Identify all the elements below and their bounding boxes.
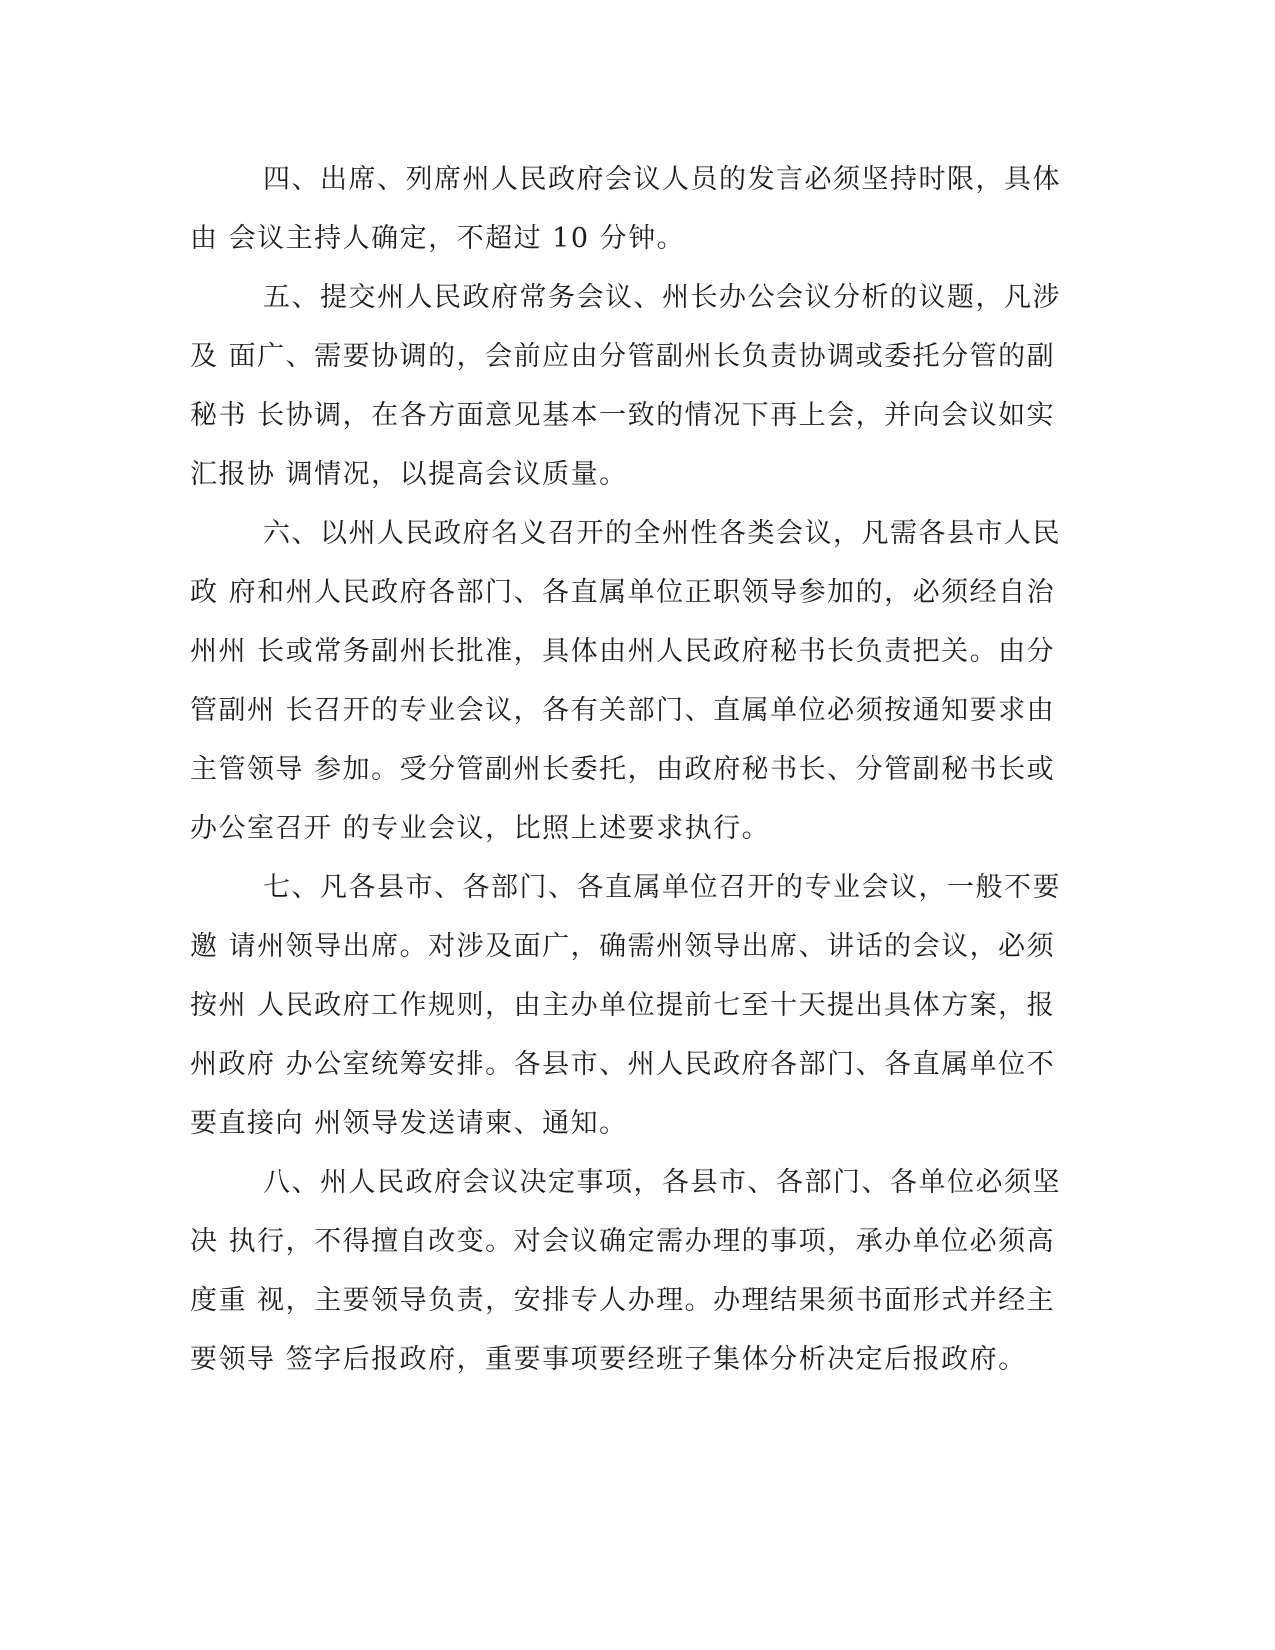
paragraph-line: 秘书 长协调，在各方面意见基本一致的情况下再上会，并向会议如实 bbox=[190, 400, 1056, 431]
paragraph-line: 汇报协 调情况，以提高会议质量。 bbox=[190, 459, 628, 490]
paragraph-line: 七、凡各县市、各部门、各直属单位召开的专业会议，一般不要 bbox=[263, 872, 1061, 903]
paragraph-line: 四、出席、列席州人民政府会议人员的发言必须坚持时限，具体 bbox=[263, 164, 1061, 195]
paragraph-line: 六、以州人民政府名义召开的全州性各类会议，凡需各县市人民 bbox=[263, 518, 1061, 549]
paragraph-line: 八、州人民政府会议决定事项，各县市、各部门、各单位必须坚 bbox=[263, 1167, 1061, 1198]
paragraph-line: 主管领导 参加。受分管副州长委托，由政府秘书长、分管副秘书长或 bbox=[190, 754, 1056, 785]
paragraph-line: 由 会议主持人确定，不超过 10 分钟。 bbox=[190, 223, 686, 254]
paragraph-line: 政 府和州人民政府各部门、各直属单位正职领导参加的，必须经自治 bbox=[190, 577, 1056, 608]
paragraph-line: 州州 长或常务副州长批准，具体由州人民政府秘书长负责把关。由分 bbox=[190, 636, 1056, 667]
paragraph-line: 决 执行，不得擅自改变。对会议确定需办理的事项，承办单位必须高 bbox=[190, 1226, 1056, 1257]
paragraph-line: 要领导 签字后报政府，重要事项要经班子集体分析决定后报政府。 bbox=[190, 1344, 1027, 1375]
paragraph-line: 五、提交州人民政府常务会议、州长办公会议分析的议题，凡涉 bbox=[263, 282, 1061, 313]
paragraph-line: 要直接向 州领导发送请柬、通知。 bbox=[190, 1108, 628, 1139]
paragraph-line: 及 面广、需要协调的，会前应由分管副州长负责协调或委托分管的副 bbox=[190, 341, 1056, 372]
paragraph-line: 管副州 长召开的专业会议，各有关部门、直属单位必须按通知要求由 bbox=[190, 695, 1056, 726]
paragraph-line: 邀 请州领导出席。对涉及面广，确需州领导出席、讲话的会议，必须 bbox=[190, 931, 1056, 962]
paragraph-line: 州政府 办公室统筹安排。各县市、州人民政府各部门、各直属单位不 bbox=[190, 1049, 1056, 1080]
paragraph-line: 度重 视，主要领导负责，安排专人办理。办理结果须书面形式并经主 bbox=[190, 1285, 1056, 1316]
paragraph-line: 按州 人民政府工作规则，由主办单位提前七至十天提出具体方案，报 bbox=[190, 990, 1056, 1021]
paragraph-line: 办公室召开 的专业会议，比照上述要求执行。 bbox=[190, 813, 771, 844]
